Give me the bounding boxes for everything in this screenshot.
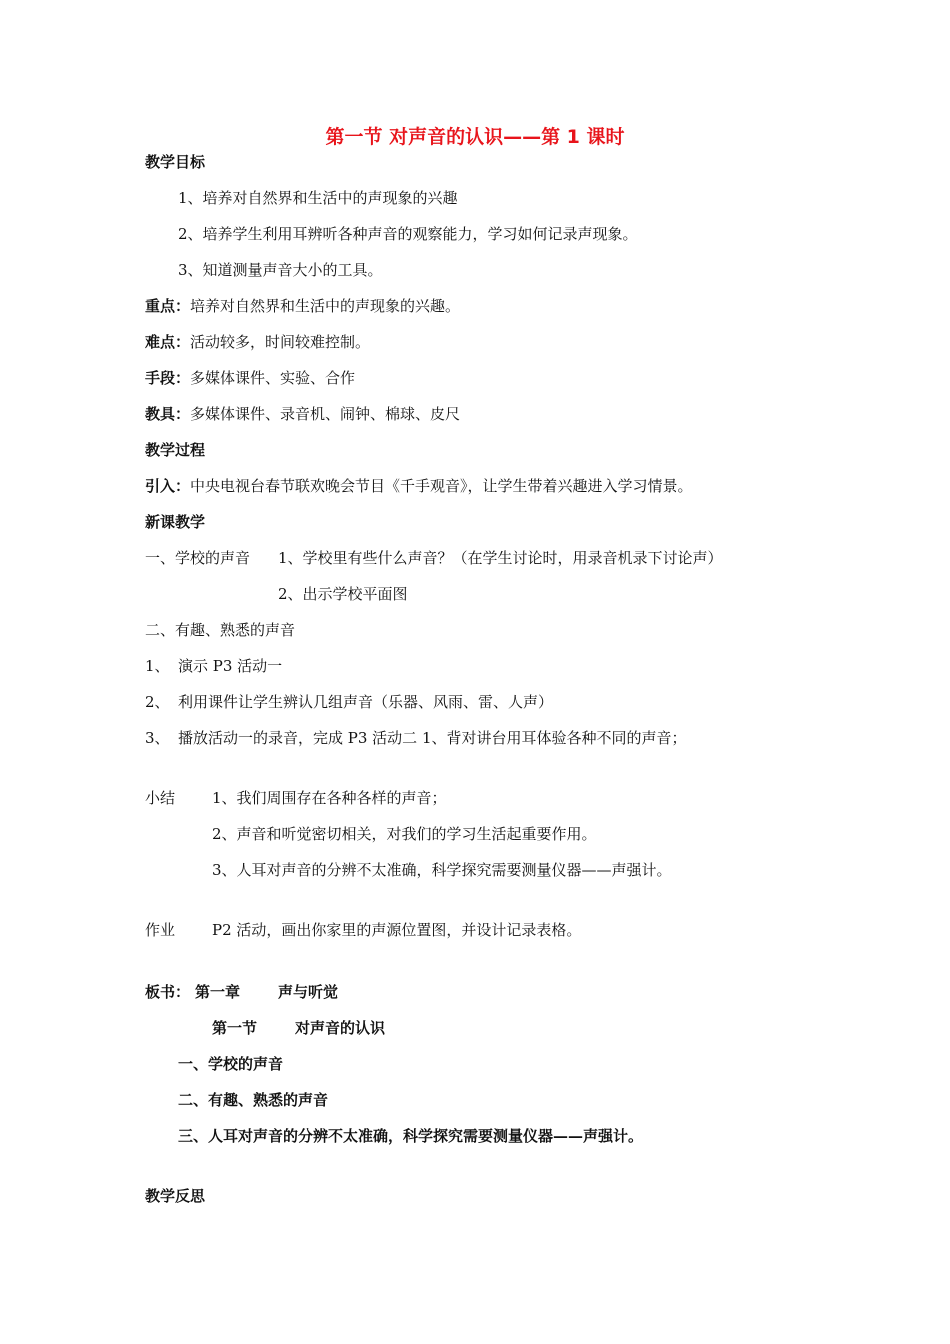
- list-item-text: 演示 P3 活动一: [178, 657, 283, 675]
- board-item: 一、学校的声音: [178, 1055, 284, 1073]
- list-item: 3、: [145, 729, 170, 747]
- difficulty: [145, 332, 370, 352]
- board-label: 板书：: [145, 983, 191, 1001]
- objective-item: 2、培养学生利用耳辨听各种声音的观察能力，学习如何记录声现象。: [178, 225, 638, 243]
- means-label: 手段：: [145, 369, 191, 387]
- section2-title: 二、有趣、熟悉的声音: [145, 621, 296, 639]
- objective-item: 1、培养对自然界和生活中的声现象的兴趣: [178, 189, 458, 207]
- key-point-text: 培养对自然界和生活中的声现象的兴趣。: [190, 297, 461, 315]
- homework-label: 作业: [145, 921, 176, 939]
- process-heading: 教学过程: [145, 441, 206, 459]
- reflection-heading: 教学反思: [145, 1187, 206, 1205]
- section1-item: 1、学校里有些什么声音？（在学生讨论时，用录音机录下讨论声）: [278, 549, 723, 567]
- board-chapter-title: 声与听觉: [278, 983, 339, 1001]
- intro-label: 引入：: [145, 477, 191, 495]
- board-item: 三、人耳对声音的分辨不太准确，科学探究需要测量仪器——声强计。: [178, 1127, 644, 1145]
- list-item: 1、: [145, 657, 170, 675]
- intro: [145, 476, 693, 496]
- homework-text: P2 活动，画出你家里的声源位置图，并设计记录表格。: [212, 921, 582, 939]
- section1-title: 一、学校的声音: [145, 549, 251, 567]
- new-lesson-heading: 新课教学: [145, 513, 206, 531]
- list-item-text: 播放活动一的录音，完成 P3 活动二 1、背对讲台用耳体验各种不同的声音；: [178, 729, 687, 747]
- objectives-heading: 教学目标: [145, 153, 206, 171]
- intro-text: 中央电视台春节联欢晚会节目《千手观音》，让学生带着兴趣进入学习情景。: [190, 477, 693, 495]
- difficulty-label: 难点：: [145, 333, 191, 351]
- tools: [145, 404, 460, 424]
- key-point: [145, 296, 460, 316]
- tools-text: 多媒体课件、录音机、闹钟、棉球、皮尺: [190, 405, 461, 423]
- list-item-text: 利用课件让学生辨认几组声音（乐器、风雨、雷、人声）: [178, 693, 554, 711]
- board-section: 第一节: [212, 1019, 258, 1037]
- summary-item: 3、人耳对声音的分辨不太准确，科学探究需要测量仪器——声强计。: [212, 861, 672, 879]
- summary-label: 小结: [145, 789, 176, 807]
- section1-item: 2、出示学校平面图: [278, 585, 408, 603]
- means: [145, 368, 355, 388]
- summary-item: 1、我们周围存在各种各样的声音；: [212, 789, 447, 807]
- list-item: 2、: [145, 693, 170, 711]
- summary-item: 2、声音和听觉密切相关，对我们的学习生活起重要作用。: [212, 825, 597, 843]
- board-chapter: 第一章: [195, 983, 241, 1001]
- board-item: 二、有趣、熟悉的声音: [178, 1091, 329, 1109]
- page-title: 第一节 对声音的认识——第 1 课时: [325, 126, 625, 148]
- board-section-title: 对声音的认识: [295, 1019, 386, 1037]
- difficulty-text: 活动较多，时间较难控制。: [190, 333, 371, 351]
- objective-item: 3、知道测量声音大小的工具。: [178, 261, 383, 279]
- means-text: 多媒体课件、实验、合作: [190, 369, 356, 387]
- tools-label: 教具：: [145, 405, 191, 423]
- key-point-label: 重点：: [145, 297, 191, 315]
